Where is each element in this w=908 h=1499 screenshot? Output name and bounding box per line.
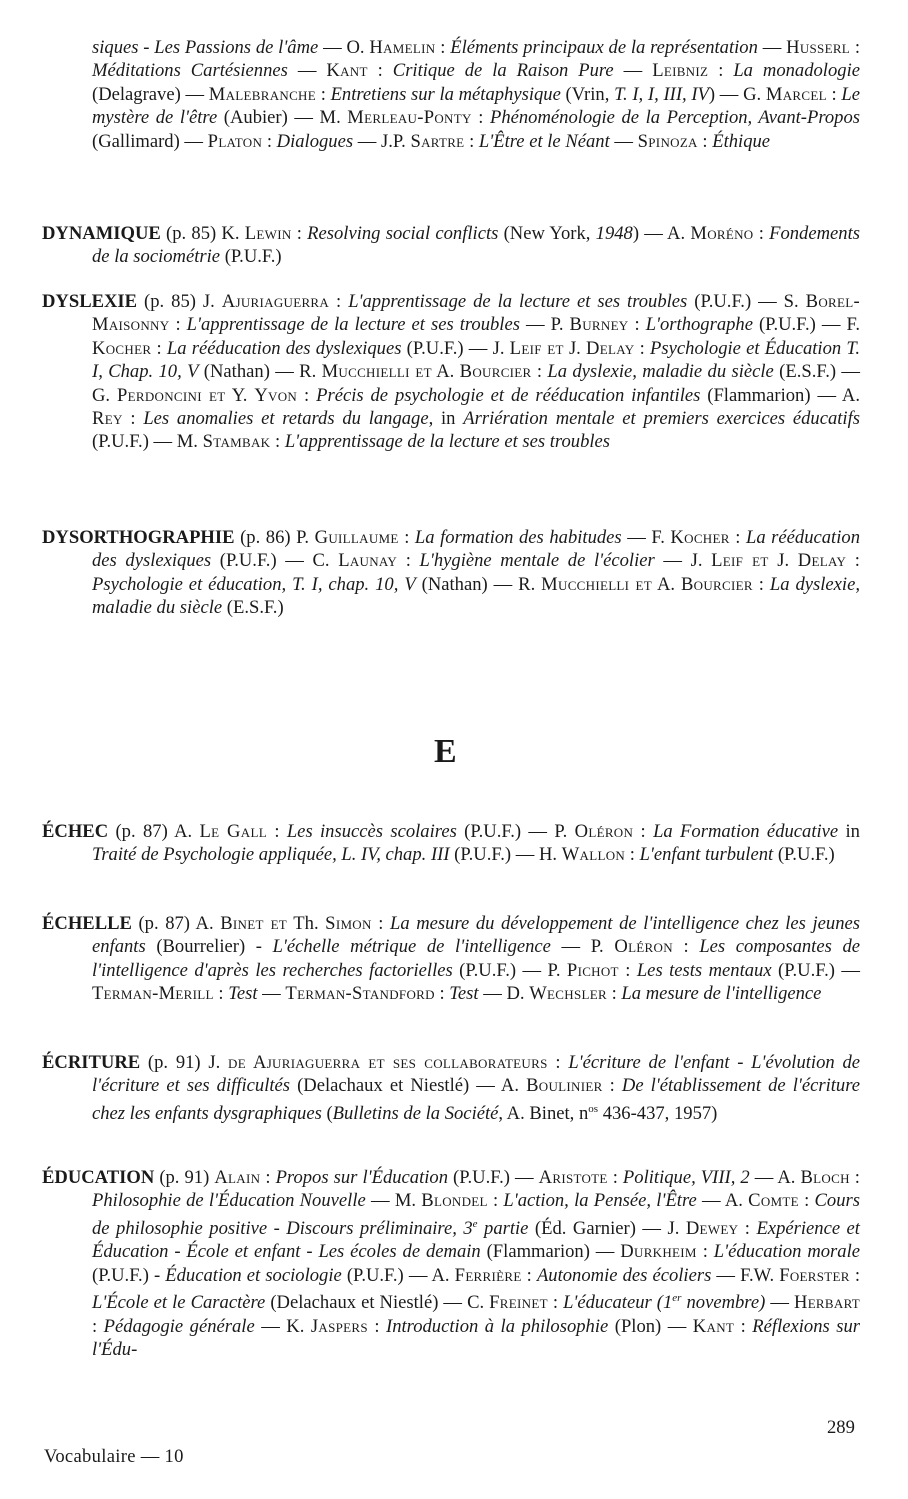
page-number: 289 bbox=[827, 1417, 855, 1438]
page-ref: (p. 86) bbox=[240, 527, 291, 548]
page-ref: (p. 87) bbox=[138, 913, 190, 934]
headword: DYNAMIQUE bbox=[42, 223, 161, 244]
page-ref: (p. 91) bbox=[147, 1052, 201, 1073]
page-ref: (p. 87) bbox=[115, 821, 168, 842]
section-letter: E bbox=[434, 733, 457, 770]
entry-education: ÉDUCATION (p. 91) Alain : Propos sur l'Éducation (P.U.F.) — Aristote : Politique, VIII, 2 — A. Bloch : Philosophie de l'Éducation Nouvelle — M. Blondel : L'action, la Pensée, l'Être — A. Comte : Cours de philosophie positive - Discours préliminaire, 3e partie (Éd. Garnier) — J. Dewey : Expérience et Éducation - École et enfant - Les écoles de demain (Flammarion) — Durkheim : L'éducation morale (P.U.F.) - Éducation et sociologie (P.U.F.) — A. Ferrière : Autonomie des écoliers — F.W. Foerster : L'École et le Caractère (Delachaux et Niestlé) — C. Freinet : L'éducateur (1er novembre) — Herbart : Pédagogie générale — K. Jaspers : Introduction à la philosophie (Plon) — Kant : Réflexions sur l'Édu- bbox=[42, 1167, 860, 1361]
entry-dynamique: DYNAMIQUE (p. 85) K. Lewin : Resolving social conflicts (New York, 1948) — A. Moréno : Fondements de la sociométrie (P.U.F.) bbox=[42, 223, 860, 268]
entry-echec: ÉCHEC (p. 87) A. Le Gall : Les insuccès scolaires (P.U.F.) — P. Oléron : La Formation éducative in Traité de Psychologie appliquée, L. IV, chap. III (P.U.F.) — H. Wallon : L'enfant turbulent (P.U.F.) bbox=[42, 821, 860, 866]
page-ref: (p. 85) bbox=[144, 291, 196, 312]
entry-ecriture: ÉCRITURE (p. 91) J. de Ajuriaguerra et ses collaborateurs : L'écriture de l'enfant - L'évolution de l'écriture et ses difficultés (Delachaux et Niestlé) — A. Boulinier : De l'établissement de l'écriture chez les enfants dysgraphiques (Bulletins de la Société, A. Binet, $n^{os}$ 436-437, 1957) bbox=[42, 1052, 861, 1124]
headword: ÉCHEC bbox=[42, 821, 109, 842]
headword: DYSLEXIE bbox=[42, 291, 138, 312]
headword: DYSORTHOGRAPHIE bbox=[42, 527, 235, 548]
entry-dysorthographie: DYSORTHOGRAPHIE (p. 86) P. Guillaume : La formation des habitudes — F. Kocher : La rééducation des dyslexiques (P.U.F.) — C. Launay : L'hygiène mentale de l'écolier — J. Leif et J. Delay : Psychologie et éducation, T. I, chap. 10, V (Nathan) — R. Mucchielli et A. Bourcier : La dyslexie, maladie du siècle (E.S.F.) bbox=[42, 527, 860, 619]
headword: ÉCHELLE bbox=[42, 913, 132, 934]
headword: ÉDUCATION bbox=[42, 1167, 155, 1188]
continuation-entry: siques - Les Passions de l'âme — O. Hamelin : Éléments principaux de la représentation — Husserl : Méditations Cartésiennes — Kant : Critique de la Raison Pure — Leibniz : La monadologie (Delagrave) — Malebranche : Entretiens sur la métaphysique (Vrin, T. I, I, III, IV) — G. Marcel : Le mystère de l'être (Aubier) — M. Merleau-Ponty : Phénoménologie de la Perception, Avant-Propos (Gallimard) — Platon : Dialogues — J.P. Sartre : L'Être et le Néant — Spinoza : Éthique bbox=[92, 37, 861, 152]
footer-signature: Vocabulaire — 10 bbox=[44, 1446, 184, 1467]
page-ref: (p. 91) bbox=[159, 1167, 210, 1188]
headword: ÉCRITURE bbox=[42, 1052, 141, 1073]
entry-echelle: ÉCHELLE (p. 87) A. Binet et Th. Simon : La mesure du développement de l'intelligence chez les jeunes enfants (Bourrelier) - L'échelle métrique de l'intelligence — P. Oléron : Les composantes de l'intelligence d'après les recherches factorielles (P.U.F.) — P. Pichot : Les tests mentaux (P.U.F.) — Terman-Merill : Test — Terman-Standford : Test — D. Wechsler : La mesure de l'intelligence bbox=[42, 913, 861, 1005]
entry-dyslexie: DYSLEXIE (p. 85) J. Ajuriaguerra : L'apprentissage de la lecture et ses troubles (P.U.F.) — S. Borel-Maisonny : L'apprentissage de la lecture et ses troubles — P. Burney : L'orthographe (P.U.F.) — F. Kocher : La rééducation des dyslexiques (P.U.F.) — J. Leif et J. Delay : Psychologie et Éducation T. I, Chap. 10, V (Nathan) — R. Mucchielli et A. Bourcier : La dyslexie, maladie du siècle (E.S.F.) — G. Perdoncini et Y. Yvon : Précis de psychologie et de rééducation infantiles (Flammarion) — A. Rey : Les anomalies et retards du langage, in Arriération mentale et premiers exercices éducatifs (P.U.F.) — M. Stambak : L'apprentissage de la lecture et ses troubles bbox=[42, 291, 861, 453]
page-ref: (p. 85) bbox=[166, 223, 217, 244]
